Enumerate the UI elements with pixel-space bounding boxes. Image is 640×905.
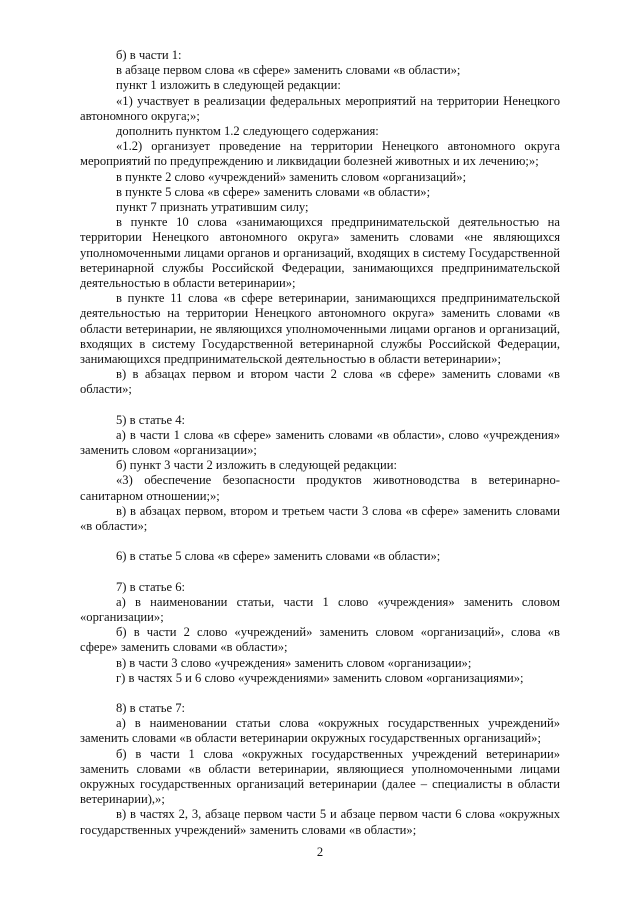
paragraph: в) в частях 2, 3, абзаце первом части 5 и абзаце первом части 6 слова «окружных государственных учреждений» заменить словами «в области»; [80, 807, 560, 837]
paragraph: б) пункт 3 части 2 изложить в следующей редакции: [116, 458, 397, 473]
paragraph: а) в части 1 слова «в сфере» заменить словами «в области», слово «учреждения» заменить словом «организации»; [80, 427, 560, 458]
paragraph: в пункте 5 слова «в сфере» заменить словами «в области»; [116, 184, 431, 199]
paragraph: г) в частях 5 и 6 слово «учреждениями» заменить словом «организациями»; [116, 670, 524, 685]
paragraph-gap [80, 398, 560, 413]
paragraph: б) в части 2 слово «учреждений» заменить словом «организаций», слова «в сфере» заменить словами «в области»; [80, 625, 560, 655]
paragraph: б) в части 1: [116, 48, 182, 62]
paragraph: в абзаце первом слова «в сфере» заменить словами «в области»; [116, 63, 461, 78]
paragraph: в) в части 3 слово «учреждения» заменить словом «организации»; [116, 655, 472, 670]
paragraph: а) в наименовании статьи, части 1 слово «учреждения» заменить словом «организации»; [80, 594, 560, 624]
page-number: 2 [316, 845, 324, 859]
paragraph: пункт 7 признать утратившим силу; [116, 200, 309, 215]
paragraph-gap [80, 565, 560, 580]
paragraph-gap [80, 534, 560, 549]
paragraph: в пункте 10 слова «занимающихся предпринимательской деятельностью на территории Ненецкого автономного округа» заменить словами «не являющихся уполномоченными лицами органов и организаций, входящих в систему Государственной ветеринарной службы Российской Федерации, занимающихся предпринимательской деятельностью в области ветеринарии»; [80, 215, 560, 291]
paragraph: в пункте 11 слова «в сфере ветеринарии, занимающихся предпринимательской деятельностью на территории Ненецкого автономного округа» заменить словами «в области ветеринарии, не являющихся уполномоченными лицами органов и организаций, входящих в систему Государственной ветеринарной службы Российской Федерации, занимающихся предпринимательской деятельностью в области ветеринарии»; [80, 291, 560, 367]
paragraph: «1.2) организует проведение на территории Ненецкого автономного округа мероприятий по предупреждению и ликвидации болезней животных и их лечению;»; [80, 139, 560, 169]
paragraph: 8) в статье 7: [116, 700, 186, 715]
paragraph: в пункте 2 слово «учреждений» заменить словом «организаций»; [116, 169, 467, 184]
paragraph: в) в абзацах первом и втором части 2 слова «в сфере» заменить словами «в области»; [80, 367, 560, 397]
paragraph: дополнить пунктом 1.2 следующего содержания: [116, 124, 379, 139]
paragraph: б) в части 1 слова «окружных государственных учреждений ветеринарии» заменить словами «в области ветеринарии, являющиеся уполномоченными лицами окружных государственных организаций ветеринарии (далее – специалисты в области ветеринарии),»; [80, 746, 560, 807]
paragraph: а) в наименовании статьи слова «окружных государственных учреждений» заменить словами «в области ветеринарии окружных государственных организаций»; [80, 716, 560, 746]
paragraph: 7) в статье 6: [116, 579, 186, 594]
paragraph-gap [80, 686, 560, 701]
paragraph: «1) участвует в реализации федеральных мероприятий на территории Ненецкого автономного округа;»; [80, 93, 560, 123]
paragraph: 5) в статье 4: [116, 412, 186, 427]
paragraph: в) в абзацах первом, втором и третьем части 3 слова «в сфере» заменить словами «в области»; [80, 503, 560, 534]
document-body [80, 48, 560, 838]
paragraph: пункт 1 изложить в следующей редакции: [116, 78, 341, 93]
paragraph: 6) в статье 5 слова «в сфере» заменить словами «в области»; [116, 549, 441, 564]
paragraph: «3) обеспечение безопасности продуктов животноводства в ветеринарно-санитарном отношении;»; [80, 473, 560, 503]
